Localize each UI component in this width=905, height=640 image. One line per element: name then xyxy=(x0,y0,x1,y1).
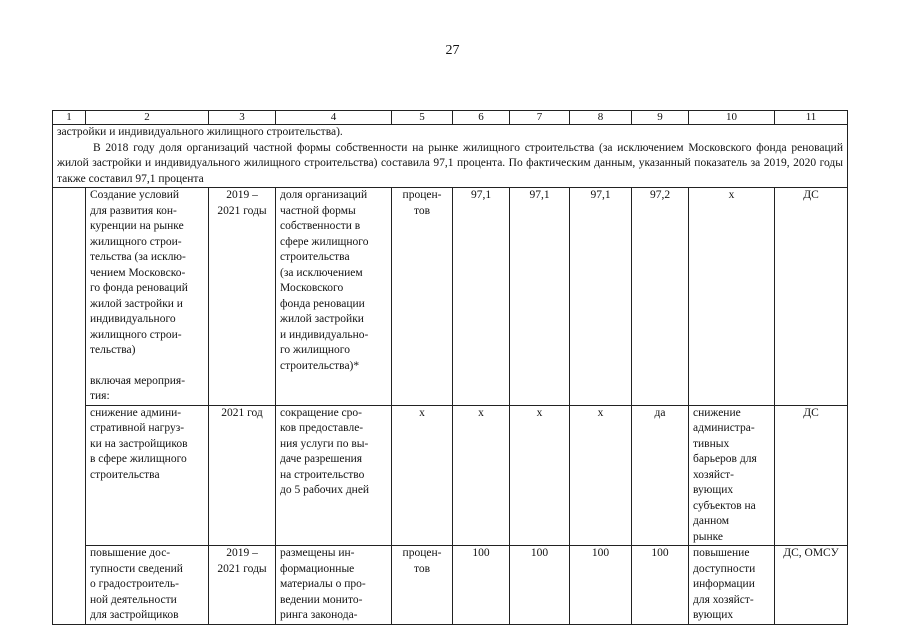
value-cell: х xyxy=(510,405,570,546)
result-cell: х xyxy=(689,188,775,406)
value-cell: 100 xyxy=(570,546,632,625)
measure-name: Создание условий для развития кон- куренции на рынке жилищного строи- тельства (за исклю- чением Московско- го фонда реноваций жилой застройки и индивидуального жилищного строи- тельства) xyxy=(90,189,188,356)
unit-cell: х xyxy=(392,405,453,546)
column-number: 11 xyxy=(775,111,848,125)
intro-text-cell xyxy=(53,125,848,188)
value-cell: х xyxy=(453,405,510,546)
unit-cell: процен- тов xyxy=(392,546,453,625)
value-cell: 97,1 xyxy=(453,188,510,406)
value-cell: 97,1 xyxy=(570,188,632,406)
intro-paragraph: В 2018 году доля организаций частной формы собственности на рынке жилищного строительства (за исключением Московского фонда реноваций жилой застройки и индивидуального жилищного строительства) составила 97,1 процента. По фактическим данным, указанный показатель за 2019, 2020 годы также составил 97,1 процента xyxy=(57,141,843,185)
column-number: 5 xyxy=(392,111,453,125)
table-row xyxy=(53,188,848,406)
period-cell: 2019 – 2021 годы xyxy=(209,546,276,625)
value-cell: х xyxy=(570,405,632,546)
table-row xyxy=(53,405,848,546)
column-number: 2 xyxy=(86,111,209,125)
period-cell: 2021 год xyxy=(209,405,276,546)
result-cell: повышение доступности информации для хозяйст- вующих xyxy=(689,546,775,625)
column-number: 8 xyxy=(570,111,632,125)
period-cell: 2019 – 2021 годы xyxy=(209,188,276,406)
column-number: 9 xyxy=(632,111,689,125)
responsible-cell: ДС, ОМСУ xyxy=(775,546,848,625)
column-number: 7 xyxy=(510,111,570,125)
value-cell: 100 xyxy=(632,546,689,625)
value-cell: 97,2 xyxy=(632,188,689,406)
column-number: 6 xyxy=(453,111,510,125)
indicator-cell: сокращение сро- ков предоставле- ния услуги по вы- даче разрешения на строительство до 5 рабочих дней xyxy=(276,405,392,546)
page-number: 27 xyxy=(445,43,460,58)
result-cell: снижение администра- тивных барьеров для хозяйст- вующих субъектов на данном рынке xyxy=(689,405,775,546)
intro-line: застройки и индивидуального жилищного строительства). xyxy=(57,126,343,138)
responsible-cell: ДС xyxy=(775,188,848,406)
value-cell: да xyxy=(632,405,689,546)
indicator-cell: доля организаций частной формы собственности в сфере жилищного строительства (за исключением Московского фонда реновации жилой застройки и индивидуально- го жилищного строительства)* xyxy=(276,188,392,406)
measure-extra: включая мероприя- тия: xyxy=(90,374,186,402)
measure-name-cell: снижение админи- стративной нагруз- ки на застройщиков в сфере жилищного строительства xyxy=(86,405,209,546)
column-number: 3 xyxy=(209,111,276,125)
table-row xyxy=(53,546,848,625)
value-cell: 100 xyxy=(510,546,570,625)
measure-name-cell xyxy=(86,188,209,406)
column-number: 10 xyxy=(689,111,775,125)
measures-table xyxy=(52,110,848,625)
unit-cell: процен- тов xyxy=(392,188,453,406)
row-number-cell xyxy=(53,188,86,625)
column-number-row xyxy=(53,111,848,125)
column-number: 1 xyxy=(53,111,86,125)
responsible-cell: ДС xyxy=(775,405,848,546)
value-cell: 97,1 xyxy=(510,188,570,406)
value-cell: 100 xyxy=(453,546,510,625)
intro-row xyxy=(53,125,848,188)
column-number: 4 xyxy=(276,111,392,125)
indicator-cell: размещены ин- формационные материалы о про- ведении монито- ринга законода- xyxy=(276,546,392,625)
measure-name-cell: повышение дос- тупности сведений о градостроитель- ной деятельности для застройщиков xyxy=(86,546,209,625)
